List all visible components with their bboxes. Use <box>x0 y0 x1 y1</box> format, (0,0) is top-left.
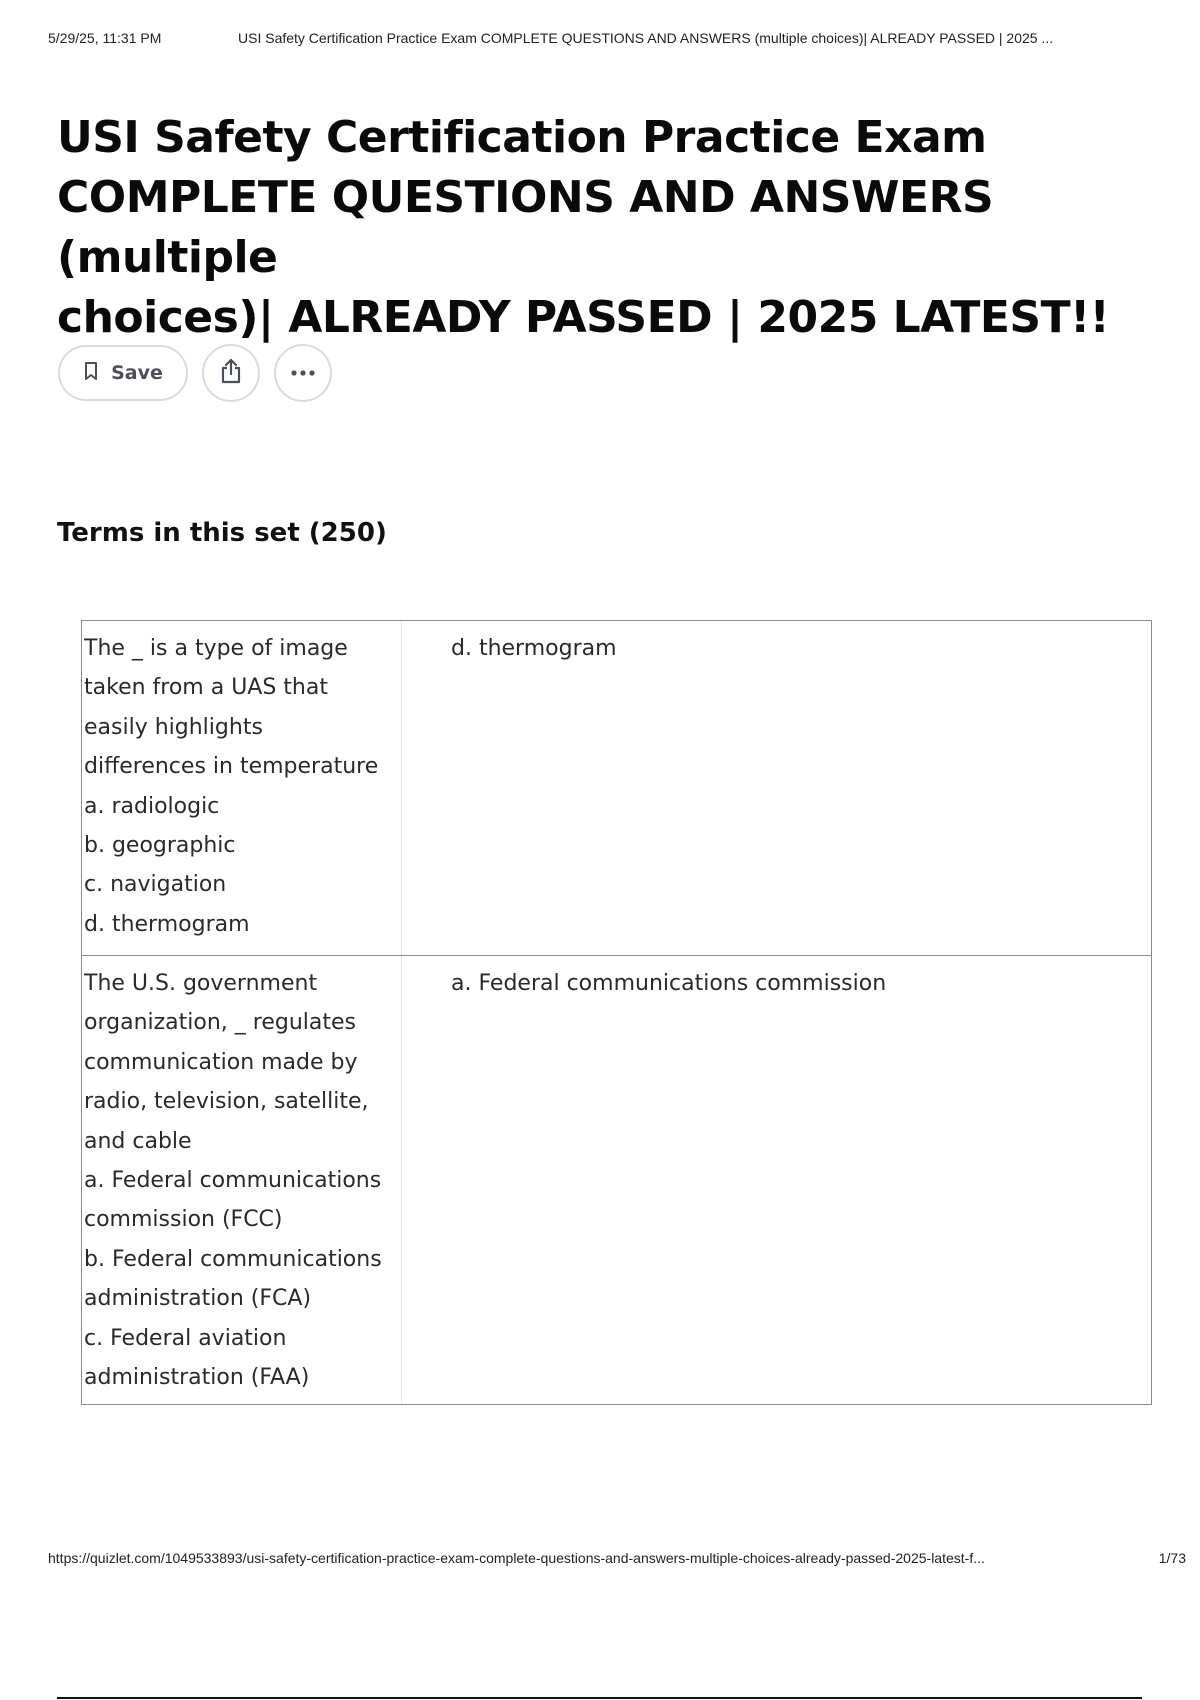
bookmark-icon <box>83 361 99 386</box>
page-title <box>57 108 1177 348</box>
share-icon <box>218 357 244 390</box>
more-horizontal-icon <box>290 364 316 382</box>
term-option: c. Federal aviation <box>84 1325 287 1351</box>
term-option: d. thermogram <box>84 911 250 937</box>
page-title-line: choices)| ALREADY PASSED | 2025 LATEST!! <box>57 292 1110 343</box>
page-indicator: 1/73 <box>1158 1550 1186 1566</box>
save-button[interactable] <box>58 345 188 401</box>
term-cell <box>82 956 402 1404</box>
terms-table <box>81 620 1152 1405</box>
share-button[interactable] <box>202 344 260 402</box>
bottom-divider <box>57 1697 1142 1699</box>
term-text-line: easily highlights <box>84 714 263 740</box>
term-option: a. radiologic <box>84 793 220 819</box>
print-footer <box>48 1550 1186 1570</box>
term-option: b. geographic <box>84 833 236 859</box>
page-url: https://quizlet.com/1049533893/usi-safety-certification-practice-exam-complete-questions-and-answers-multiple-choices-already-passed-2025-latest-f... <box>48 1550 985 1566</box>
page-title-line: COMPLETE QUESTIONS AND ANSWERS (multiple <box>57 172 994 283</box>
term-text-line: organization, _ regulates <box>84 1010 356 1036</box>
save-button-label: Save <box>111 362 163 384</box>
terms-section-heading: Terms in this set (250) <box>57 518 387 548</box>
definition-text: a. Federal communications commission <box>451 971 887 996</box>
term-text-line: and cable <box>84 1128 192 1154</box>
term-text-line: radio, television, satellite, <box>84 1089 369 1115</box>
set-actions-toolbar <box>58 343 332 403</box>
term-text-line: The _ is a type of image <box>84 636 348 661</box>
term-option: b. Federal communications <box>84 1246 382 1272</box>
term-text-line: taken from a UAS that <box>84 675 328 701</box>
term-text-line: differences in temperature <box>84 754 379 780</box>
more-options-button[interactable] <box>274 344 332 402</box>
print-document-title: USI Safety Certification Practice Exam COMPLETE QUESTIONS AND ANSWERS (multiple choices)| ALREADY PASSED | 2025 ... <box>238 30 1054 46</box>
term-option: administration (FAA) <box>84 1365 310 1391</box>
term-row <box>82 956 1151 1404</box>
definition-text: d. thermogram <box>451 636 617 661</box>
term-cell <box>82 621 402 955</box>
print-header <box>48 30 1178 50</box>
term-text-line: The U.S. government <box>84 971 318 996</box>
definition-cell <box>402 956 1151 1404</box>
term-option: commission (FCC) <box>84 1207 283 1233</box>
term-option: administration (FCA) <box>84 1286 312 1312</box>
term-option: c. navigation <box>84 872 227 898</box>
term-option: a. Federal communications <box>84 1168 382 1194</box>
term-text-line: communication made by <box>84 1049 358 1075</box>
print-timestamp: 5/29/25, 11:31 PM <box>48 30 162 46</box>
definition-cell <box>402 621 1151 955</box>
page-title-line: USI Safety Certification Practice Exam <box>57 112 987 163</box>
term-row <box>82 621 1151 956</box>
